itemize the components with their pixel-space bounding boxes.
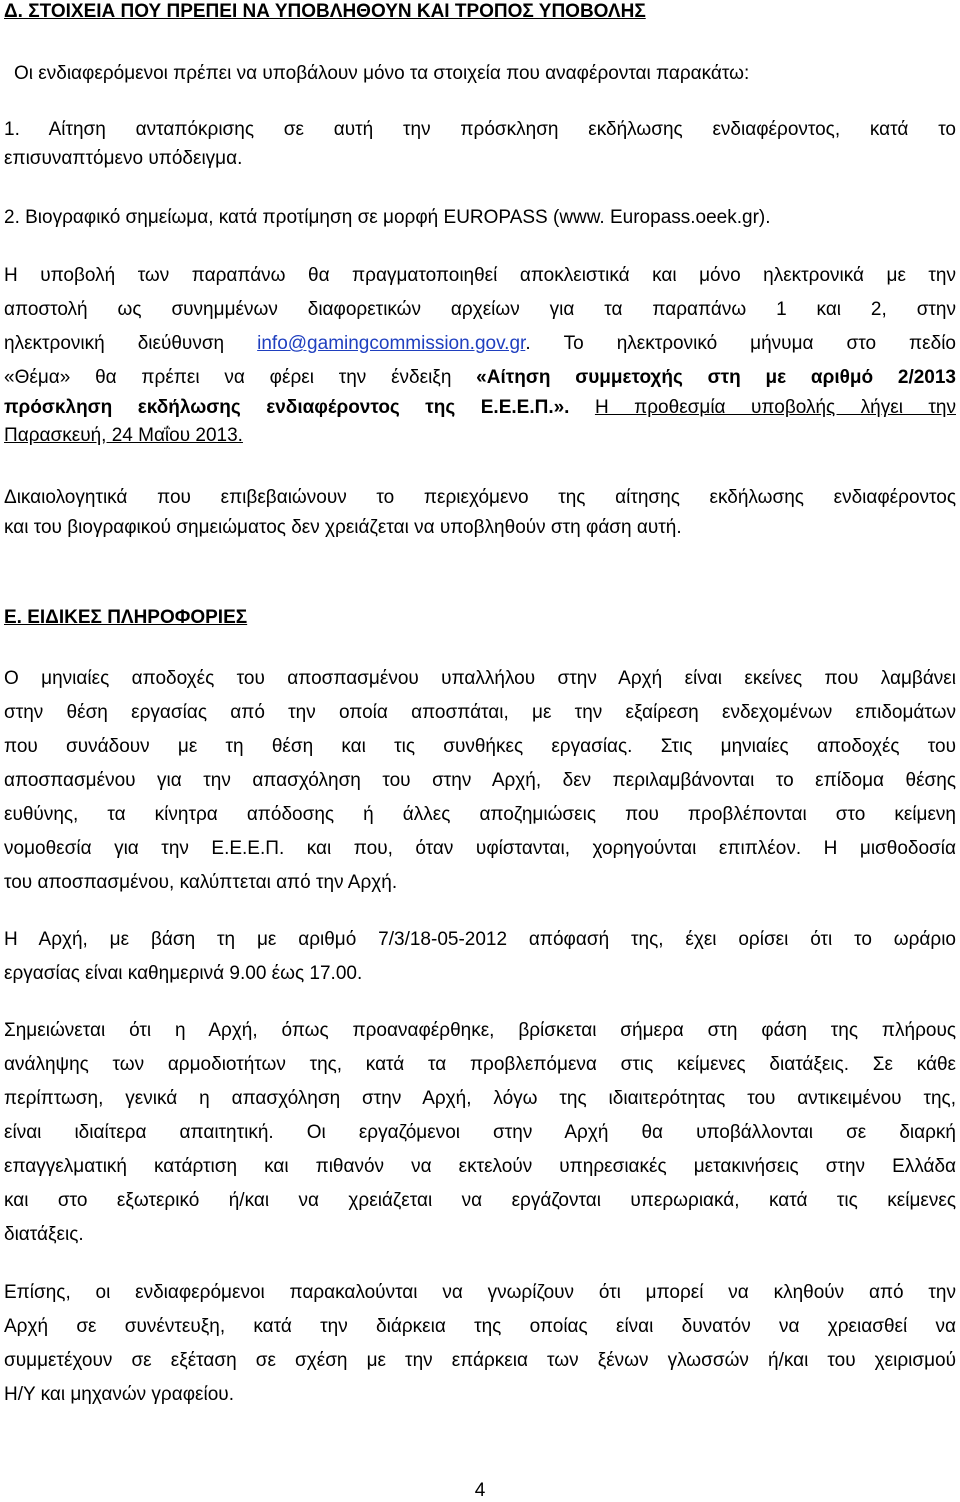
submission-line-3 [4, 332, 956, 356]
paragraph-4-line: Αρχή σε συνέντευξη, κατά την διάρκεια της οποίας είναι δυνατόν να χρειασθεί να [4, 1316, 956, 1337]
page-number: 4 [474, 1480, 486, 1501]
paragraph-4-line: συμμετέχουν σε εξέταση σε σχέση με την επάρκεια των ξένων γλωσσών ή/και του χειρισμού [4, 1350, 956, 1371]
paragraph-3-line: είναι ιδιαίτερα απαιτητική. Οι εργαζόμενοι στην Αρχή θα υποβάλλονται σε διαρκή [4, 1122, 956, 1143]
submission-line-2: αποστολή ως συνημμένων διαφορετικών αρχείων για τα παραπάνω 1 και 2, στην [4, 299, 956, 320]
paragraph-1-line: νομοθεσία για την Ε.Ε.Ε.Π. και που, όταν υφίστανται, χορηγούνται επιπλέον. Η μισθοδοσία [4, 838, 956, 859]
submission-line-5 [4, 396, 956, 420]
submission-line-6 [4, 424, 956, 448]
submission-line-4 [4, 366, 956, 390]
paragraph-3-line: διατάξεις. [4, 1224, 84, 1245]
subject-indication-bold: «Αίτηση συμμετοχής στη με αριθμό 2/2013 [476, 367, 956, 388]
paragraph-4-line: Η/Υ και μηχανών γραφείου. [4, 1384, 234, 1405]
email-link[interactable]: info@gamingcommission.gov.gr [257, 333, 526, 354]
paragraph-1-line: ευθύνης, τα κίνητρα απόδοσης ή άλλες αποζημιώσεις που προβλέπονται στο κείμενη [4, 804, 956, 825]
subject-indication-bold-cont: πρόσκληση εκδήλωσης ενδιαφέροντος της Ε.Ε.Ε.Π.». [4, 397, 570, 418]
documents-line-2: και του βιογραφικού σημειώματος δεν χρειάζεται να υποβληθούν στη φάση αυτή. [4, 517, 682, 538]
paragraph-2-line: Η Αρχή, με βάση τη με αριθμό 7/3/18-05-2012 απόφασή της, έχει ορίσει ότι το ωράριο [4, 929, 956, 950]
paragraph-3-line: και στο εξωτερικό ή/και να χρειάζεται να εργάζονται υπερωριακά, κατά τις κείμενες [4, 1190, 956, 1211]
deadline-date: Παρασκευή, 24 Μαΐου 2013. [4, 425, 243, 446]
item-2: 2. Βιογραφικό σημείωμα, κατά προτίμηση σε μορφή EUROPASS (www. Europass.oeek.gr). [4, 207, 771, 228]
section-d-intro: Οι ενδιαφερόμενοι πρέπει να υποβάλουν μόνο τα στοιχεία που αναφέρονται παρακάτω: [14, 63, 750, 84]
paragraph-3-line: Σημειώνεται ότι η Αρχή, όπως προαναφέρθηκε, βρίσκεται σήμερα στη φάση της πλήρους [4, 1020, 956, 1041]
paragraph-3-line: επαγγελματική κατάρτιση και πιθανόν να εκτελούν υπηρεσιακές μετακινήσεις στην Ελλάδα [4, 1156, 956, 1177]
submission-line-3-tail: . Το ηλεκτρονικό μήνυμα στο πεδίο [525, 333, 956, 354]
paragraph-1-line: Ο μηνιαίες αποδοχές του αποσπασμένου υπαλλήλου στην Αρχή είναι εκείνες που λαμβάνει [4, 668, 956, 689]
paragraph-1-line: του αποσπασμένου, καλύπτεται από την Αρχή. [4, 872, 398, 893]
section-e-title: Ε. ΕΙΔΙΚΕΣ ΠΛΗΡΟΦΟΡΙΕΣ [4, 607, 248, 628]
paragraph-4-line: Επίσης, οι ενδιαφερόμενοι παρακαλούνται να γνωρίζουν ότι μπορεί να κληθούν από την [4, 1282, 956, 1303]
paragraph-1-line: αποσπασμένου για την απασχόληση του στην Αρχή, δεν περιλαμβάνονται το επίδομα θέσης [4, 770, 956, 791]
section-d-title: Δ. ΣΤΟΙΧΕΙΑ ΠΟΥ ΠΡΕΠΕΙ ΝΑ ΥΠΟΒΛΗΘΟΥΝ ΚΑΙ ΤΡΟΠΟΣ ΥΠΟΒΟΛΗΣ [4, 1, 646, 22]
item-1-line-2: επισυναπτόμενο υπόδειγμα. [4, 148, 243, 169]
submission-line-4-text: «Θέμα» θα πρέπει να φέρει την ένδειξη [4, 367, 477, 388]
submission-line-3-text: ηλεκτρονική διεύθυνση [4, 333, 258, 354]
paragraph-1-line: στην θέση εργασίας από την οποία αποσπάται, με την εξαίρεση ενδεχομένων επιδομάτων [4, 702, 956, 723]
paragraph-3-line: περίπτωση, γενικά η απασχόληση στην Αρχή, λόγω της ιδιαιτερότητας του αντικειμένου της, [4, 1088, 956, 1109]
deadline-text: Η προθεσμία υποβολής λήγει την [594, 397, 956, 418]
item-1-line-1: 1. Αίτηση ανταπόκρισης σε αυτή την πρόσκληση εκδήλωσης ενδιαφέροντος, κατά το [4, 119, 956, 140]
paragraph-3-line: ανάληψης των αρμοδιοτήτων της, κατά τα προβλεπόμενα στις κείμενες διατάξεις. Σε κάθε [4, 1054, 956, 1075]
paragraph-1-line: που συνάδουν με τη θέση και τις συνθήκες εργασίας. Στις μηνιαίες αποδοχές του [4, 736, 956, 757]
paragraph-2-line: εργασίας είναι καθημερινά 9.00 έως 17.00. [4, 963, 363, 984]
documents-line-1: Δικαιολογητικά που επιβεβαιώνουν το περιεχόμενο της αίτησης εκδήλωσης ενδιαφέροντος [4, 487, 956, 508]
submission-line-1: Η υποβολή των παραπάνω θα πραγματοποιηθεί αποκλειστικά και μόνο ηλεκτρονικά με την [4, 265, 956, 286]
